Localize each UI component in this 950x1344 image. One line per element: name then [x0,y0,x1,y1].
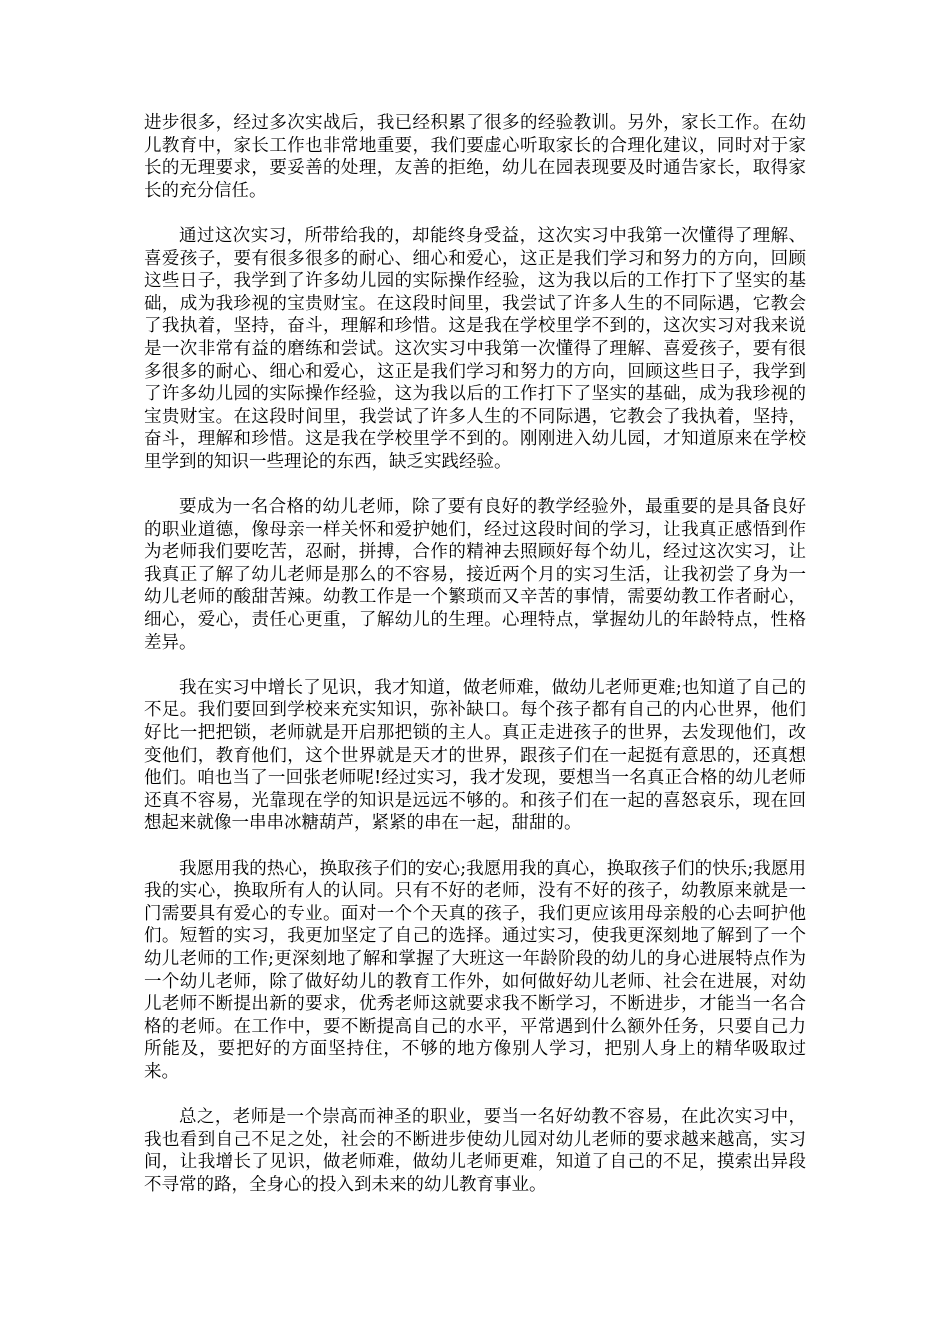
paragraph-5: 我愿用我的热心，换取孩子们的安心;我愿用我的真心，换取孩子们的快乐;我愿用我的实心，换取所有人的认同。只有不好的老师，没有不好的孩子，幼教原来就是一门需要具有爱心的专业。面对一个个天真的孩子，我们更应该用母亲般的心去呵护他们。短暂的实习，我更加坚定了自己的选择。通过实习，使我更深刻地了解到了一个幼儿老师的工作;更深刻地了解和掌握了大班这一年龄阶段的幼儿的身心进展特点作为一个幼儿老师，除了做好幼儿的教育工作外，如何做好幼儿老师、社会在进展，对幼儿老师不断提出新的要求，优秀老师这就要求我不断学习，不断进步，才能当一名合格的老师。在工作中，要不断提高自己的水平，平常遇到什么额外任务，只要自己力所能及，要把好的方面坚持住，不够的地方像别人学习，把别人身上的精华吸取过来。 [144,858,806,1082]
paragraph-4: 我在实习中增长了见识，我才知道，做老师难，做幼儿老师更难;也知道了自己的不足。我们要回到学校来充实知识，弥补缺口。每个孩子都有自己的内心世界，他们好比一把把锁，老师就是开启那把锁的主人。真正走进孩子的世界，去发现他们，改变他们，教育他们，这个世界就是天才的世界，跟孩子们在一起挺有意思的，还真想他们。咱也当了一回张老师呢!经过实习，我才发现，要想当一名真正合格的幼儿老师还真不容易，光靠现在学的知识是远远不够的。和孩子们在一起的喜怒哀乐，现在回想起来就像一串串冰糖葫芦，紧紧的串在一起，甜甜的。 [144,677,806,834]
document-body [144,112,806,1219]
paragraph-1: 进步很多，经过多次实战后，我已经积累了很多的经验教训。另外，家长工作。在幼儿教育中，家长工作也非常地重要，我们要虚心听取家长的合理化建议，同时对于家长的无理要求，要妥善的处理，友善的拒绝，幼儿在园表现要及时通告家长，取得家长的充分信任。 [144,113,806,201]
paragraph-2: 通过这次实习，所带给我的，却能终身受益，这次实习中我第一次懂得了理解、喜爱孩子，要有很多很多的耐心、细心和爱心，这正是我们学习和努力的方向，回顾这些日子，我学到了许多幼儿园的实际操作经验，这为我以后的工作打下了坚实的基础，成为我珍视的宝贵财宝。在这段时间里，我尝试了许多人生的不同际遇，它教会了我执着，坚持，奋斗，理解和珍惜。这是我在学校里学不到的，这次实习对我来说是一次非常有益的磨练和尝试。这次实习中我第一次懂得了理解、喜爱孩子，要有很多很多的耐心、细心和爱心，这正是我们学习和努力的方向，回顾这些日子，我学到了许多幼儿园的实际操作经验，这为我以后的工作打下了坚实的基础，成为我珍视的宝贵财宝。在这段时间里，我尝试了许多人生的不同际遇，它教会了我执着，坚持，奋斗，理解和珍惜。这是我在学校里学不到的。刚刚进入幼儿园，才知道原来在学校里学到的知识一些理论的东西，缺乏实践经验。 [144,225,806,472]
paragraph-6: 总之，老师是一个崇高而神圣的职业，要当一名好幼教不容易，在此次实习中，我也看到自己不足之处，社会的不断进步使幼儿园对幼儿老师的要求越来越高，实习间，让我增长了见识，做老师难，做幼儿老师更难，知道了自己的不足，摸索出异段不寻常的路，全身心的投入到未来的幼儿教育事业。 [144,1107,806,1195]
paragraph-3: 要成为一名合格的幼儿老师，除了要有良好的教学经验外，最重要的是具备良好的职业道德，像母亲一样关怀和爱护她们，经过这段时间的学习，让我真正感悟到作为老师我们要吃苦，忍耐，拼搏，合作的精神去照顾好每个幼儿，经过这次实习，让我真正了解了幼儿老师是那么的不容易，接近两个月的实习生活，让我初尝了身为一幼儿老师的酸甜苦辣。幼教工作是一个繁琐而又辛苦的事情，需要幼教工作者耐心，细心，爱心，责任心更重，了解幼儿的生理。心理特点，掌握幼儿的年龄特点，性格差异。 [144,497,806,653]
